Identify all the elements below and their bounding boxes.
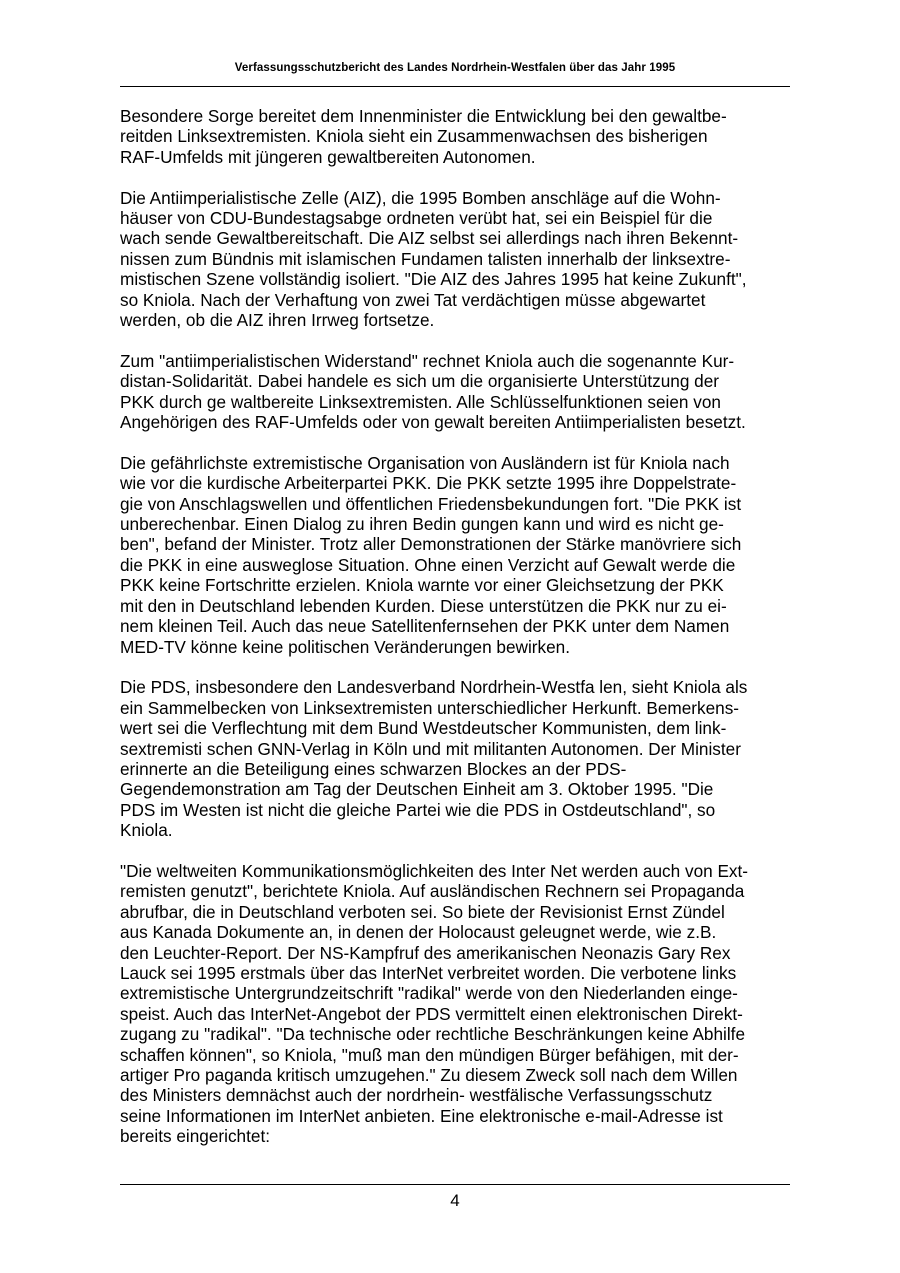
text-line: Zum "antiimperialistischen Widerstand" rechnet Kniola auch die sogenannte Kur- [120,350,735,371]
text-line: gie von Anschlagswellen und öffentlichen Friedensbekundungen fort. "Die PKK ist [120,493,742,514]
text-line: den Leuchter-Report. Der NS-Kampfruf des amerikanischen Neonazis Gary Rex [120,942,731,963]
text-line: mit den in Deutschland lebenden Kurden. Diese unterstützen die PKK nur zu ei- [120,595,727,616]
paragraph-6 [120,861,790,1147]
text-line: ein Sammelbecken von Linksextremisten unterschiedlicher Herkunft. Bemerkens- [120,697,740,718]
text-line: die PKK in eine ausweglose Situation. Ohne einen Verzicht auf Gewalt werde die [120,554,736,575]
text-line: PKK durch ge waltbereite Linksextremisten. Alle Schlüsselfunktionen seien von [120,391,721,412]
text-line: wach sende Gewaltbereitschaft. Die AIZ selbst sei allerdings nach ihren Bekennt- [120,228,739,249]
text-line: so Kniola. Nach der Verhaftung von zwei Tat verdächtigen müsse abgewartet [120,289,706,310]
paragraph-2 [120,188,790,331]
text-line: Gegendemonstration am Tag der Deutschen Einheit am 3. Oktober 1995. "Die [120,779,714,800]
page-header-title: Verfassungsschutzbericht des Landes Nordrhein-Westfalen über das Jahr 1995 [234,62,676,74]
text-line: speist. Auch das InterNet-Angebot der PDS vermittelt einen elektronischen Direkt- [120,1003,743,1024]
text-line: sextremisti schen GNN-Verlag in Köln und mit militanten Autonomen. Der Minister [120,738,741,759]
page-number: 4 [450,1191,460,1210]
text-line: werden, ob die AIZ ihren Irrweg fortsetze. [120,310,435,331]
text-line: extremistische Untergrundzeitschrift "radikal" werde von den Niederlanden einge- [120,983,738,1004]
text-line: nem kleinen Teil. Auch das neue Satellitenfernsehen der PKK unter dem Namen [120,616,730,637]
text-line: ben", befand der Minister. Trotz aller Demonstrationen der Stärke manövriere sich [120,534,742,555]
text-line: zugang zu "radikal". "Da technische oder rechtliche Beschränkungen keine Abhilfe [120,1024,746,1045]
text-line: Kniola. [120,820,173,841]
text-line: PDS im Westen ist nicht die gleiche Partei wie die PDS in Ostdeutschland", so [120,799,716,820]
text-line: Die Antiimperialistische Zelle (AIZ), die 1995 Bomben anschläge auf die Wohn- [120,187,721,208]
text-line: unberechenbar. Einen Dialog zu ihren Bedin gungen kann und wird es nicht ge- [120,514,724,535]
text-line: wert sei die Verflechtung mit dem Bund Westdeutscher Kommunisten, dem link- [120,718,727,739]
text-line: Lauck sei 1995 erstmals über das InterNet verbreitet worden. Die verbotene links [120,962,737,983]
text-line: nissen zum Bündnis mit islamischen Fundamen talisten innerhalb der linksextre- [120,248,731,269]
text-line: MED-TV könne keine politischen Veränderungen bewirken. [120,636,570,657]
text-line: wie vor die kurdische Arbeiterpartei PKK. Die PKK setzte 1995 ihre Doppelstrate- [120,473,737,494]
text-line: mistischen Szene vollständig isoliert. "Die AIZ des Jahres 1995 hat keine Zukunft", [120,269,747,290]
text-line: Besondere Sorge bereitet dem Innenminister die Entwicklung bei den gewaltbe- [120,106,727,126]
paragraph-4 [120,453,790,657]
text-line: Angehörigen des RAF-Umfelds oder von gewalt bereiten Antiimperialisten besetzt. [120,412,746,433]
text-line: distan-Solidarität. Dabei handele es sich um die organisierte Unterstützung der [120,371,720,392]
text-line: PKK keine Fortschritte erzielen. Kniola warnte vor einer Gleichsetzung der PKK [120,575,724,596]
paragraph-1 [120,106,790,167]
header-divider [120,86,790,87]
text-line: des Ministers demnächst auch der nordrhein- westfälische Verfassungsschutz [120,1085,713,1106]
text-line: erinnerte an die Beteiligung eines schwarzen Blockes an der PDS- [120,758,627,779]
text-line: reitden Linksextremisten. Kniola sieht ein Zusammenwachsen des bisherigen [120,126,708,147]
text-line: Die PDS, insbesondere den Landesverband Nordrhein-Westfa len, sieht Kniola als [120,677,748,698]
footer-divider [120,1184,790,1185]
paragraph-3 [120,351,790,433]
document-body [120,106,790,1167]
text-line: artiger Pro paganda kritisch umzugehen." Zu diesem Zweck soll nach dem Willen [120,1065,738,1086]
text-line: seine Informationen im InterNet anbieten. Eine elektronische e-mail-Adresse ist [120,1105,723,1126]
text-line: "Die weltweiten Kommunikationsmöglichkeiten des Inter Net werden auch von Ext- [120,860,749,881]
text-line: RAF-Umfelds mit jüngeren gewaltbereiten Autonomen. [120,146,536,167]
text-line: schaffen können", so Kniola, "muß man den mündigen Bürger befähigen, mit der- [120,1044,739,1065]
text-line: aus Kanada Dokumente an, in denen der Holocaust geleugnet werde, wie z.B. [120,922,717,943]
text-line: Die gefährlichste extremistische Organisation von Ausländern ist für Kniola nach [120,452,730,473]
text-line: häuser von CDU-Bundestagsabge ordneten verübt hat, sei ein Beispiel für die [120,208,713,229]
text-line: remisten genutzt", berichtete Kniola. Auf ausländischen Rechnern sei Propaganda [120,881,745,902]
text-line: bereits eingerichtet: [120,1126,270,1147]
paragraph-5 [120,677,790,840]
text-line: abrufbar, die in Deutschland verboten sei. So biete der Revisionist Ernst Zündel [120,901,725,922]
